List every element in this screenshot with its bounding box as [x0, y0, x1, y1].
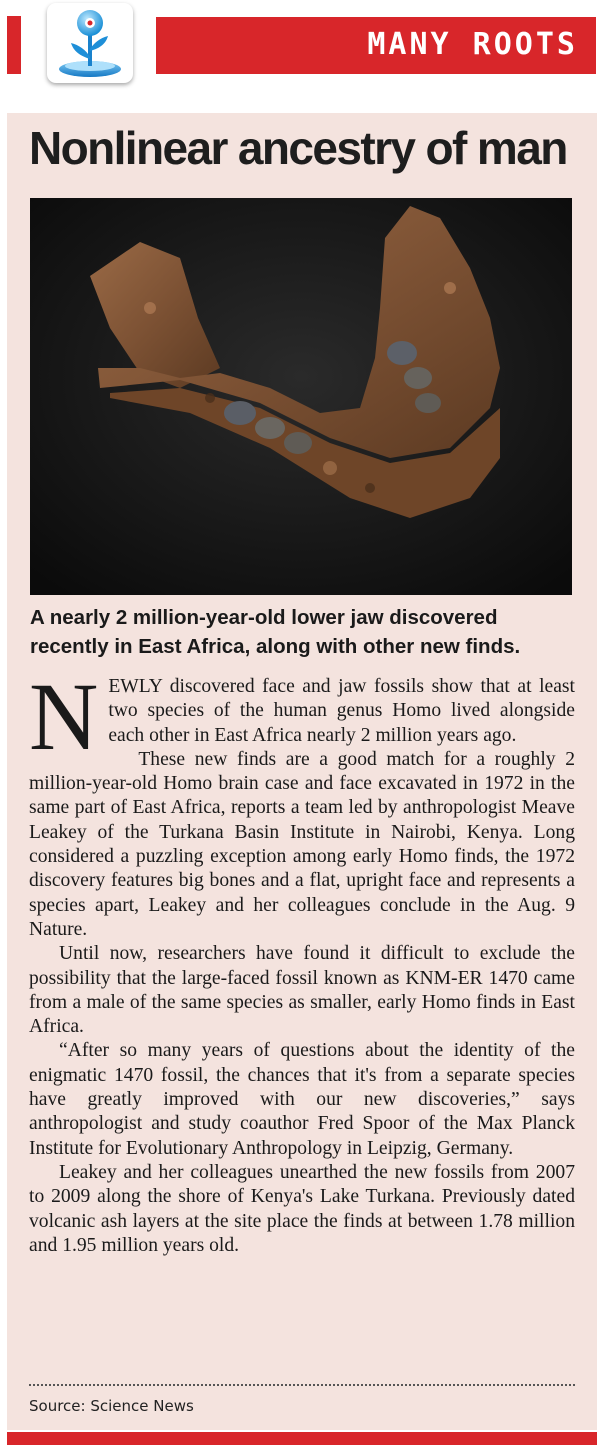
- left-accent-bar: [7, 16, 21, 74]
- drop-cap: N: [29, 663, 99, 770]
- bottom-accent-bar: [7, 1432, 597, 1445]
- paragraph-1-text: EWLY discovered face and jaw fossils show that at least two species of the human genus Homo lived alongside each other in East Africa nearly 2 million years ago.: [108, 676, 575, 746]
- headline: Nonlinear ancestry of man: [29, 122, 567, 174]
- article-paragraph-5: Leakey and her colleagues unearthed the new fossils from 2007 to 2009 along the shore of Kenya's Lake Turkana. Previously dated volcanic ash layers at the site place the finds at between 1.78 million and 1.95 million years old.: [29, 1161, 575, 1256]
- dotted-divider: [29, 1384, 575, 1386]
- article-panel: [7, 113, 597, 1430]
- photo-caption: A nearly 2 million-year-old lower jaw discovered recently in East Africa, along with other new finds.: [30, 606, 521, 658]
- article-paragraph-1: [29, 663, 575, 770]
- source-credit: Source: Science News: [29, 1397, 194, 1415]
- article-paragraph-4: “After so many years of questions about the identity of the enigmatic 1470 fossil, the chances that it's from a separate species have greatly improved with our new discoveries,” says anthropologist and study coauthor Fred Spoor of the Max Planck Institute for Evolutionary Anthropology in Leipzig, Germany.: [29, 1040, 575, 1159]
- fossil-jaw-image: [30, 198, 572, 595]
- logo-tile: [47, 3, 133, 83]
- article-body: [29, 663, 575, 1258]
- section-banner: [156, 17, 596, 74]
- fossil-jaw-photo: [30, 198, 572, 595]
- article-paragraph-2: These new finds are a good match for a roughly 2 million-year-old Homo brain case and face excavated in 1972 in the same part of East Africa, reports a team led by anthropologist Meave Leakey of the Turkana Basin Institute in Nairobi, Kenya. Long considered a puzzling exception among early Homo finds, the 1972 discovery features big bones and a flat, upright face and represents a species apart, Leakey and her colleagues conclude in the Aug. 9 Nature.: [29, 748, 575, 940]
- flower-globe-icon: [47, 3, 133, 83]
- section-title: MANY ROOTS: [367, 27, 578, 62]
- article-paragraph-3: Until now, researchers have found it difficult to exclude the possibility that the large-faced fossil known as KNM-ER 1470 came from a male of the same species as smaller, early Homo finds in East Africa.: [29, 943, 575, 1038]
